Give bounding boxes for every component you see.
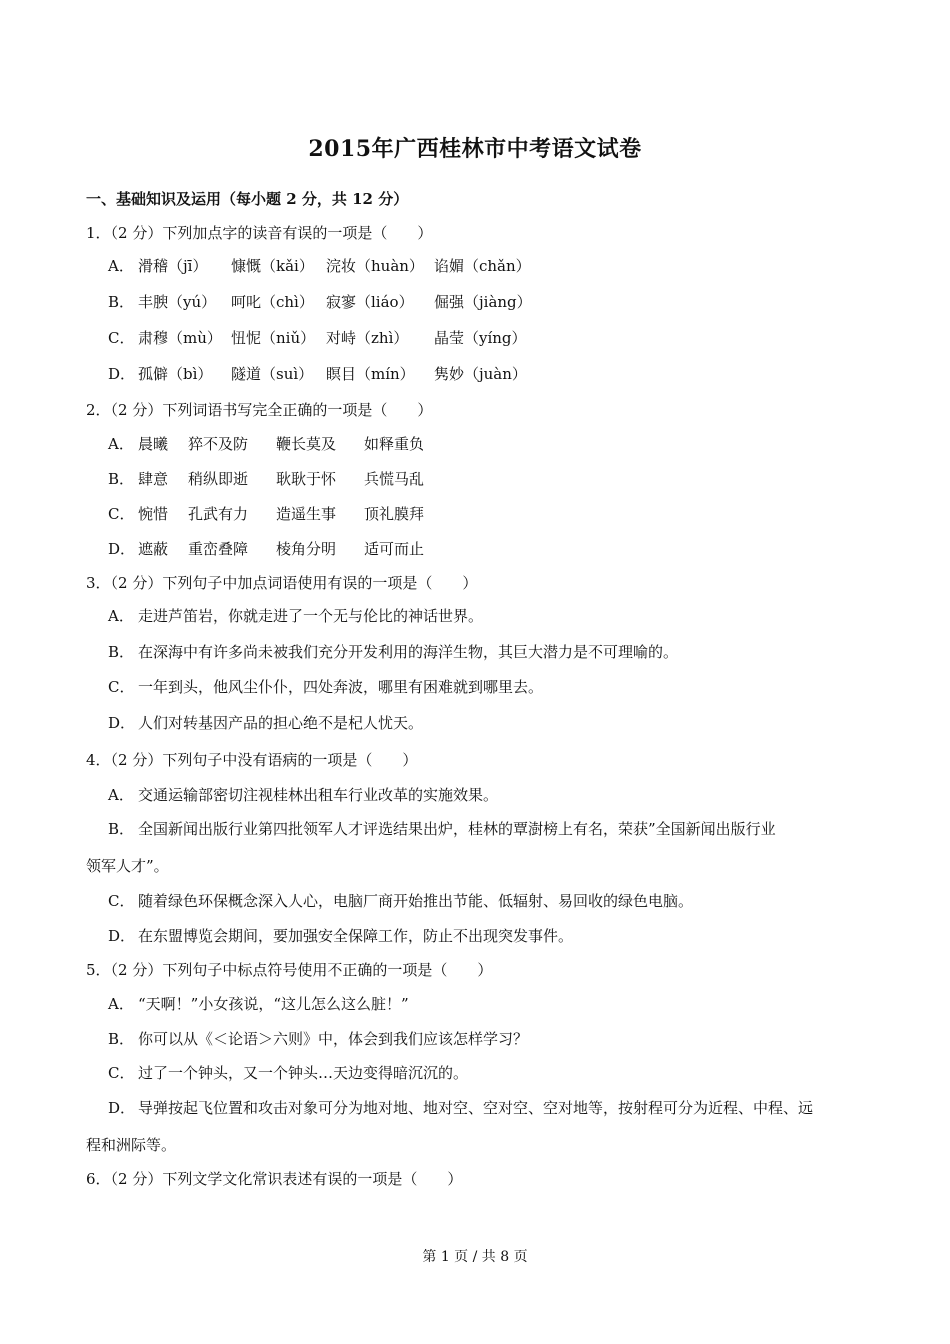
option-item: 兵慌马乱 [364,470,425,488]
question-4-stem: 4．（2 分）下列句子中没有语病的一项是（ ） [86,751,418,769]
option-item: 稍纵即逝 [188,470,249,488]
option-text: 交通运输部密切注视桂林出租车行业改革的实施效果。 [138,786,499,804]
option-letter: A． [108,435,134,453]
q2-option-a [108,434,424,454]
option-letter: B． [108,643,135,661]
q3-option-d [108,713,423,733]
option-letter: D． [108,540,136,558]
q4-option-c [108,891,693,911]
question-5-stem: 5．（2 分）下列句子中标点符号使用不正确的一项是（ ） [86,961,493,979]
option-text: 过了一个钟头，又一个钟头…天边变得暗沉沉的。 [138,1064,469,1082]
option-item: 孔武有力 [188,505,249,523]
option-text: 一年到头，他风尘仆仆，四处奔波，哪里有困难就到哪里去。 [138,678,544,696]
option-item: 瞑目（mín） [326,365,415,383]
page-title: 2015年广西桂林市中考语文试卷 [308,136,642,162]
option-text: 全国新闻出版行业第四批领军人才评选结果出炉，桂林的覃澍榜上有名，荣获”全国新闻出版行业 [138,820,776,838]
option-letter: A． [108,607,134,625]
option-letter: C． [108,329,135,347]
question-6-stem: 6．（2 分）下列文学文化常识表述有误的一项是（ ） [86,1170,463,1188]
option-item: 对峙（zhì） [326,329,409,347]
option-item: 顶礼膜拜 [364,505,425,523]
q1-option-c [108,328,527,348]
option-item: 浣妆（huàn） [326,257,424,275]
option-letter: D． [108,714,136,732]
option-item: 适可而止 [364,540,425,558]
option-item: 肆意 [138,470,169,488]
option-letter: B． [108,293,135,311]
option-letter: D． [108,365,136,383]
option-item: 忸怩（niǔ） [231,329,316,347]
question-2-stem: 2．（2 分）下列词语书写完全正确的一项是（ ） [86,401,433,419]
option-item: 如释重负 [364,435,425,453]
q1-option-a [108,256,531,276]
page-footer: 第 1 页 / 共 8 页 [422,1249,528,1265]
q5-option-d-continued: 程和洲际等。 [86,1136,177,1154]
q4-option-a [108,785,498,805]
option-item: 肃穆（mù） [138,329,222,347]
option-text: 在东盟博览会期间，要加强安全保障工作，防止不出现突发事件。 [138,927,574,945]
question-3-stem: 3．（2 分）下列句子中加点词语使用有误的一项是（ ） [86,574,478,592]
q2-option-d [108,539,424,559]
option-text: 走进芦笛岩，你就走进了一个无与伦比的神话世界。 [138,607,484,625]
q3-option-c [108,677,543,697]
option-text: “天啊！”小女孩说，“这儿怎么这么脏！” [138,995,409,1013]
option-item: 滑稽（jī） [138,257,208,275]
option-item: 呵叱（chì） [231,293,314,311]
option-letter: C． [108,678,135,696]
option-letter: D． [108,1099,136,1117]
option-item: 造遥生事 [276,505,337,523]
option-item: 寂寥（liáo） [326,293,414,311]
option-text: 随着绿色环保概念深入人心，电脑厂商开始推出节能、低辐射、易回收的绿色电脑。 [138,892,694,910]
option-letter: D． [108,927,136,945]
option-letter: A． [108,995,134,1013]
option-item: 鞭长莫及 [276,435,337,453]
q5-option-d [108,1098,813,1118]
option-letter: A． [108,257,134,275]
section-heading: 一、基础知识及运用（每小题 2 分，共 12 分） [86,190,409,208]
option-item: 谄媚（chǎn） [434,257,531,275]
option-item: 隧道（suì） [231,365,314,383]
q4-option-b [108,819,776,839]
option-letter: C． [108,1064,135,1082]
option-item: 重峦叠障 [188,540,249,558]
option-text: 人们对转基因产品的担心绝不是杞人忧天。 [138,714,424,732]
option-item: 猝不及防 [188,435,249,453]
option-item: 孤僻（bì） [138,365,213,383]
q2-option-c [108,504,424,524]
q1-option-b [108,292,532,312]
q4-option-b-continued: 领军人才”。 [86,857,169,875]
q3-option-a [108,606,483,626]
option-item: 晶莹（yíng） [434,329,527,347]
option-letter: B． [108,1030,135,1048]
question-1-stem: 1．（2 分）下列加点字的读音有误的一项是（ ） [86,224,433,242]
option-letter: C． [108,505,135,523]
option-item: 惋惜 [138,505,169,523]
option-item: 耿耿于怀 [276,470,337,488]
option-letter: B． [108,820,135,838]
q5-option-c [108,1063,468,1083]
q3-option-b [108,642,678,662]
q5-option-b [108,1029,528,1049]
option-item: 遮蔽 [138,540,169,558]
q5-option-a [108,994,409,1014]
q1-option-d [108,364,527,384]
option-text: 导弹按起飞位置和攻击对象可分为地对地、地对空、空对空、空对地等，按射程可分为近程、中程、远 [138,1099,814,1117]
option-text: 你可以从《＜论语＞六则》中，体会到我们应该怎样学习？ [138,1030,529,1048]
option-item: 慷慨（kǎi） [231,257,314,275]
option-item: 棱角分明 [276,540,337,558]
q4-option-d [108,926,573,946]
option-letter: A． [108,786,134,804]
option-item: 隽妙（juàn） [434,365,527,383]
q2-option-b [108,469,424,489]
option-text: 在深海中有许多尚未被我们充分开发利用的海洋生物，其巨大潜力是不可理喻的。 [138,643,679,661]
option-letter: B． [108,470,135,488]
option-item: 丰腴（yú） [138,293,217,311]
option-letter: C． [108,892,135,910]
option-item: 晨曦 [138,435,169,453]
option-item: 倔强（jiàng） [434,293,532,311]
